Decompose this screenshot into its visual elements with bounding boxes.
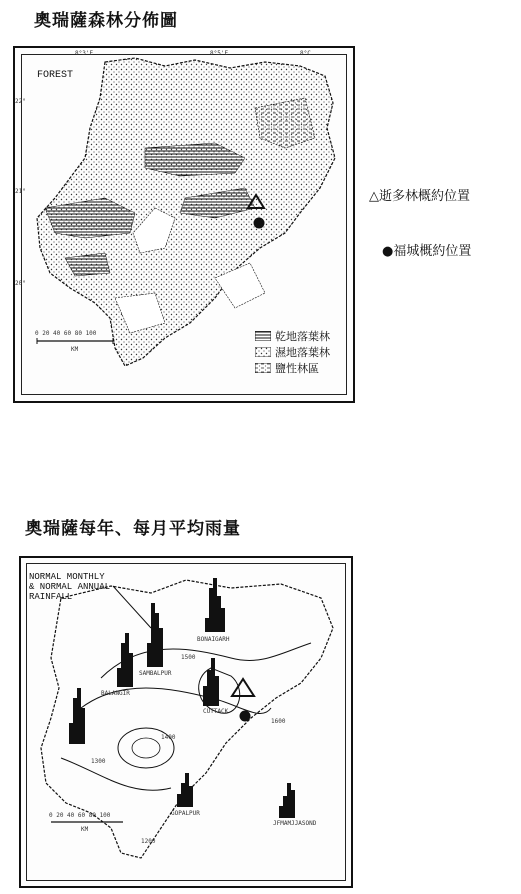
isohyet-label-4: 1200: [141, 838, 156, 845]
scale-unit: KM: [71, 346, 79, 353]
isohyet-label-5: 1600: [271, 718, 286, 725]
top-tick-1: 8°3'E: [75, 50, 94, 57]
forest-label: FOREST: [37, 70, 74, 81]
station-label-gopalpur: GOPALPUR: [171, 810, 200, 817]
triangle-marker-label: △逝多林概約位置: [369, 189, 470, 204]
left-tick-3: 20°: [15, 280, 26, 287]
histogram-sambalpur: [147, 603, 163, 667]
legend-item-moist: [255, 344, 353, 360]
scale-ticks-2: 0 20 40 60 80 100: [49, 812, 111, 819]
left-tick-2: 21°: [15, 188, 26, 195]
histogram-balangir: [117, 633, 133, 687]
heading-line-3: RAINFALL: [29, 592, 73, 602]
isohyet-label-3: 1300: [91, 758, 106, 765]
histogram-sample: [279, 783, 295, 818]
rainfall-heading: [29, 572, 110, 602]
station-label-cuttack: CUTTACK: [203, 708, 229, 715]
city-circle-marker: [254, 218, 265, 229]
legend-label-moist: 濕地落葉林: [275, 346, 330, 359]
histogram-cuttack: [203, 658, 219, 706]
forest-map: [13, 46, 355, 403]
top-tick-3: 8°C: [300, 50, 311, 57]
histogram-west: [69, 688, 85, 744]
rainfall-map: [19, 556, 353, 888]
legend-label-dry: 乾地落葉林: [275, 330, 330, 343]
map1-title: 奧瑞薩森林分佈圖: [34, 11, 178, 31]
rainfall-histograms: [21, 558, 351, 886]
left-tick-1: 22°: [15, 98, 26, 105]
station-label-bonaigarh: BONAIGARH: [197, 636, 230, 643]
forest-legend: [255, 328, 353, 376]
histogram-gopalpur: [177, 773, 193, 807]
histogram-bonaigarh: [205, 578, 225, 632]
station-label-sambalpur: SAMBALPUR: [139, 670, 172, 677]
heading-line-2: & NORMAL ANNUAL: [29, 582, 111, 592]
month-axis: JFMAMJJASOND: [273, 820, 317, 827]
scale-unit-2: KM: [81, 826, 89, 833]
station-label-balangir: BALANGIR: [101, 690, 130, 697]
top-tick-2: 8°5'E: [210, 50, 229, 57]
scale-ticks: 0 20 40 60 80 100: [35, 330, 97, 337]
legend-item-dry: [255, 328, 353, 344]
legend-label-saline: 鹽性林區: [275, 362, 319, 375]
circle-marker-label: ●福城概約位置: [382, 244, 472, 259]
isohyet-label-1: 1500: [181, 654, 196, 661]
legend-item-saline: [255, 360, 353, 376]
heading-line-1: NORMAL MONTHLY: [29, 572, 105, 582]
map2-title: 奧瑞薩每年、每月平均雨量: [25, 519, 241, 539]
isohyet-label-2: 1400: [161, 734, 176, 741]
